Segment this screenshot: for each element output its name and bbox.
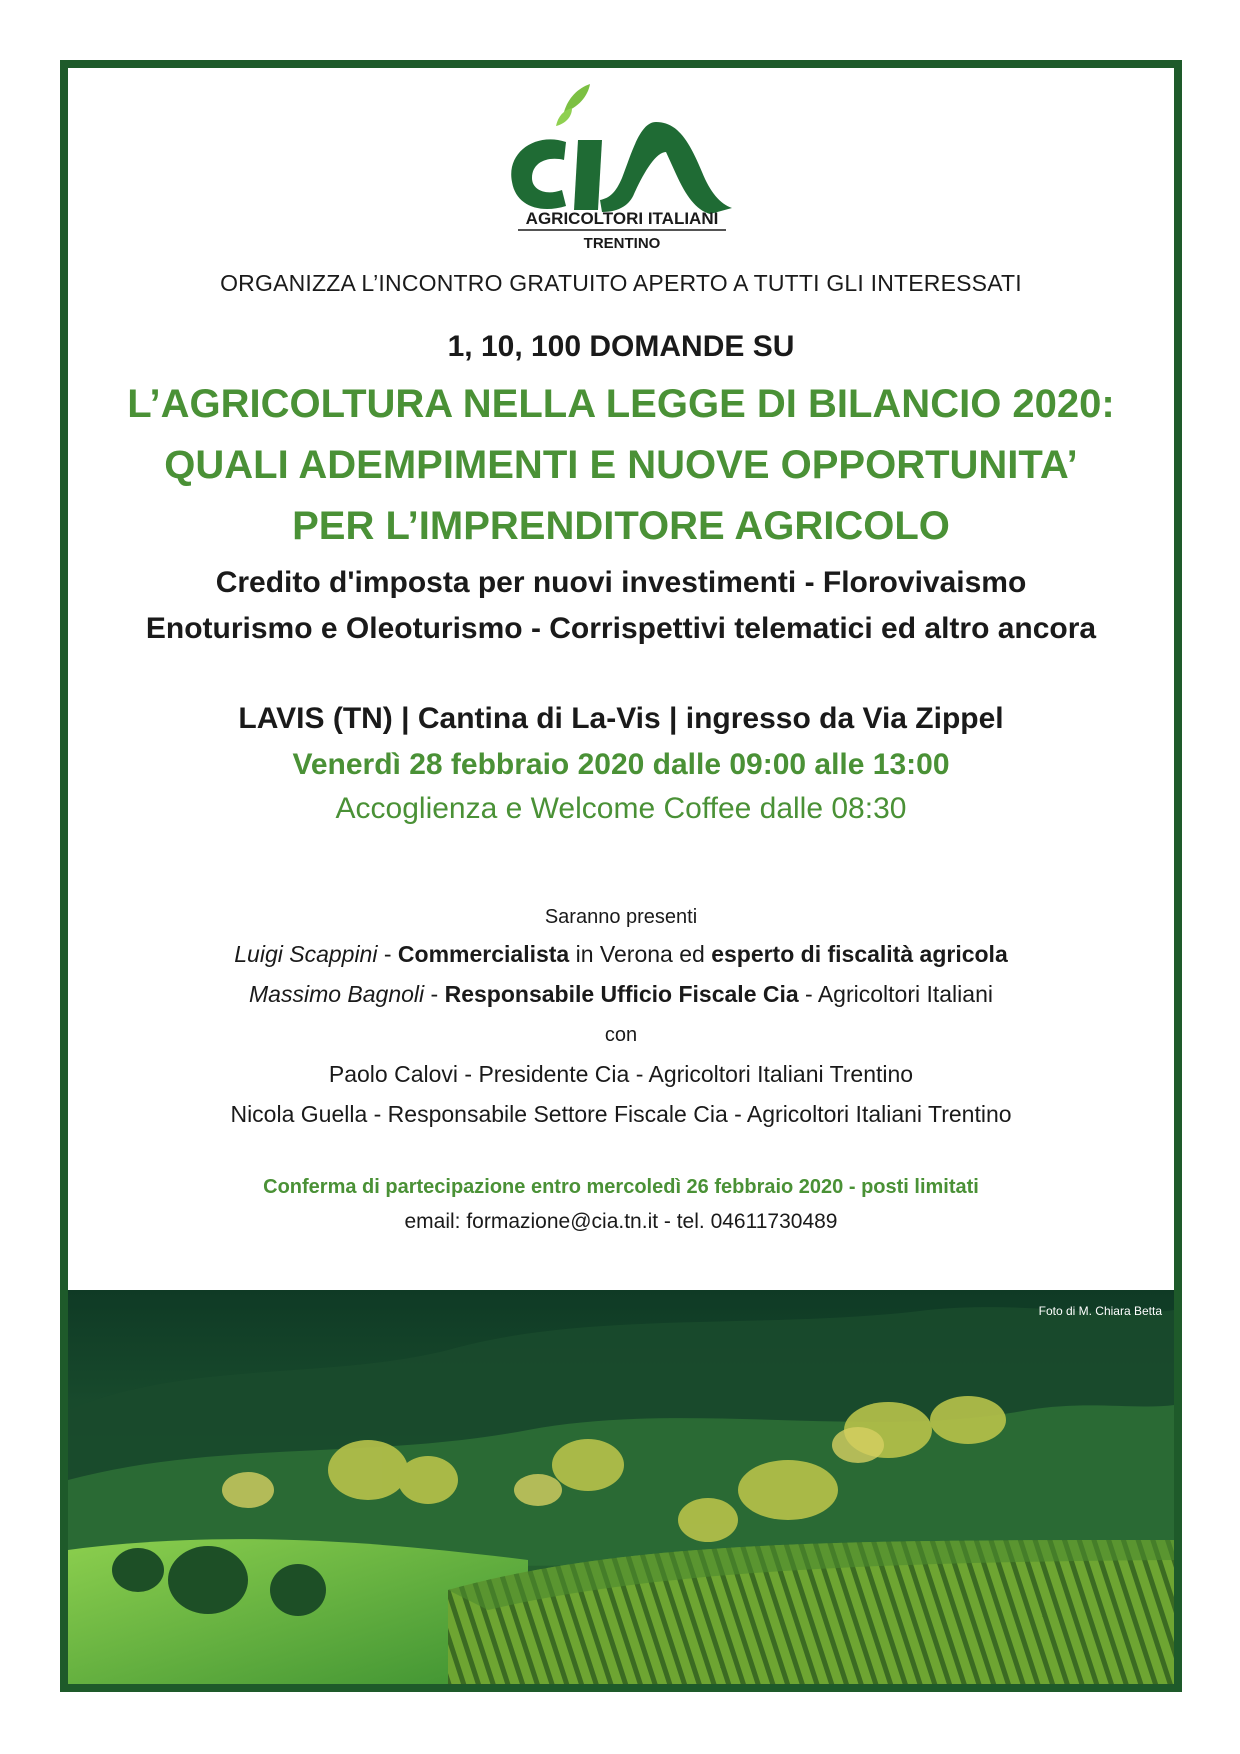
topics-line: Enoturismo e Oleoturismo - Corrispettivi telematici ed altro ancora	[145, 612, 1097, 645]
organizer-line: ORGANIZZA L’INCONTRO GRATUITO APERTO A TUTTI GLI INTERESSATI	[220, 270, 1022, 296]
logo-line1: AGRICOLTORI ITALIANI	[525, 209, 719, 228]
speaker-role: Responsabile Ufficio Fiscale Cia	[444, 981, 799, 1007]
speaker-role2: esperto di fiscalità agricola	[711, 941, 1008, 967]
speaker-row	[68, 974, 1174, 1014]
speaker-sep: -	[424, 981, 445, 1007]
welcome-note: Accoglienza e Welcome Coffee dalle 08:30	[335, 792, 907, 825]
speaker-row	[68, 934, 1174, 974]
confirmation-note: Conferma di partecipazione entro mercoledì 26 febbraio 2020 - posti limitati	[263, 1176, 979, 1198]
contact-info: email: formazione@cia.tn.it - tel. 04611730489	[404, 1210, 838, 1233]
topics	[68, 560, 1174, 652]
logo-line2: TRENTINO	[583, 235, 661, 252]
speaker-mid: - Agricoltori Italiani	[798, 981, 993, 1007]
speaker-name: Luigi Scappini	[234, 941, 378, 967]
title-line: L’AGRICOLTURA NELLA LEGGE DI BILANCIO 2020:	[127, 382, 1115, 426]
question-line: 1, 10, 100 DOMANDE SU	[447, 330, 795, 363]
speaker-role: Commercialista	[397, 941, 570, 967]
title-line: QUALI ADEMPIMENTI E NUOVE OPPORTUNITA’	[164, 443, 1078, 487]
host-row: Nicola Guella - Responsabile Settore Fiscale Cia - Agricoltori Italiani Trentino	[230, 1101, 1012, 1127]
con-label: con	[604, 1024, 638, 1046]
photo-credit: Foto di M. Chiara Betta	[1038, 1304, 1162, 1318]
host-row: Paolo Calovi - Presidente Cia - Agricoltori Italiani Trentino	[328, 1061, 914, 1087]
speaker-mid: in Verona ed	[569, 941, 712, 967]
speaker-name: Massimo Bagnoli	[249, 981, 425, 1007]
topics-line: Credito d'imposta per nuovi investimenti - Florovivaismo	[215, 566, 1027, 599]
landscape-photo	[68, 1290, 1174, 1684]
title-line: PER L’IMPRENDITORE AGRICOLO	[292, 504, 950, 548]
event-location: LAVIS (TN) | Cantina di La-Vis | ingresso da Via Zippel	[238, 702, 1004, 735]
present-label: Saranno presenti	[544, 906, 698, 928]
hosts-list	[68, 1054, 1174, 1134]
speaker-sep: -	[377, 941, 398, 967]
event-date: Venerdì 28 febbraio 2020 dalle 09:00 alle 13:00	[292, 748, 950, 781]
speakers-list	[68, 934, 1174, 1014]
event-title	[68, 374, 1174, 557]
cia-logo	[506, 82, 738, 254]
